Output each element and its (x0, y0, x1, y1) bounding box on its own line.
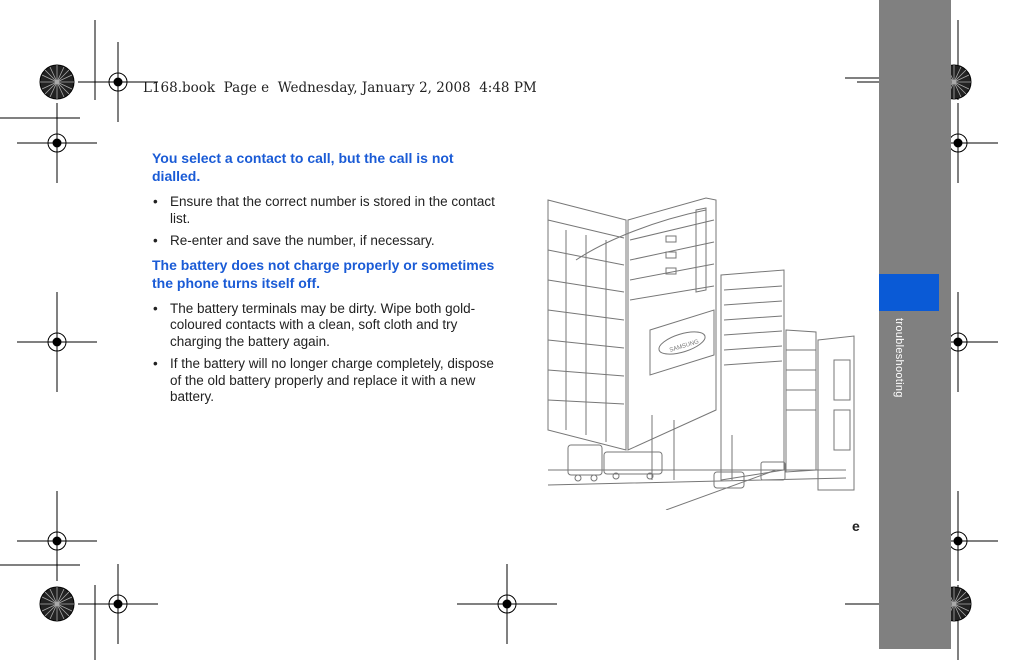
list-item: • Re-enter and save the number, if necessary. (152, 233, 497, 250)
registration-mark-icon (17, 292, 97, 392)
section-heading: The battery does not charge properly or sometimes the phone turns itself off. (152, 256, 495, 291)
chapter-label: troubleshooting (893, 318, 905, 398)
section-heading: You select a contact to call, but the call is not dialled. (152, 150, 454, 184)
chapter-sidebar (879, 0, 951, 649)
list-item: • The battery terminals may be dirty. Wipe both gold-coloured contacts with a clean, soft cloth and try charging the battery again. (152, 301, 497, 351)
registration-mark-icon (78, 564, 158, 644)
list-item: • Ensure that the correct number is stored in the contact list. (152, 194, 497, 227)
chapter-tab (879, 274, 939, 311)
starburst-target-icon (40, 587, 74, 621)
registration-mark-icon (17, 491, 97, 581)
registration-mark-icon (17, 103, 97, 183)
registration-mark-icon (457, 564, 557, 644)
page-number: e (852, 518, 860, 534)
list-item: • If the battery will no longer charge completely, dispose of the old battery properly and replace it with a new battery. (152, 356, 497, 406)
starburst-target-icon (40, 65, 74, 99)
registration-mark-icon (78, 42, 158, 122)
billboard-text: SAMSUNG (668, 339, 700, 354)
print-header: L168.book Page e Wednesday, January 2, 2008 4:48 PM (143, 80, 537, 96)
